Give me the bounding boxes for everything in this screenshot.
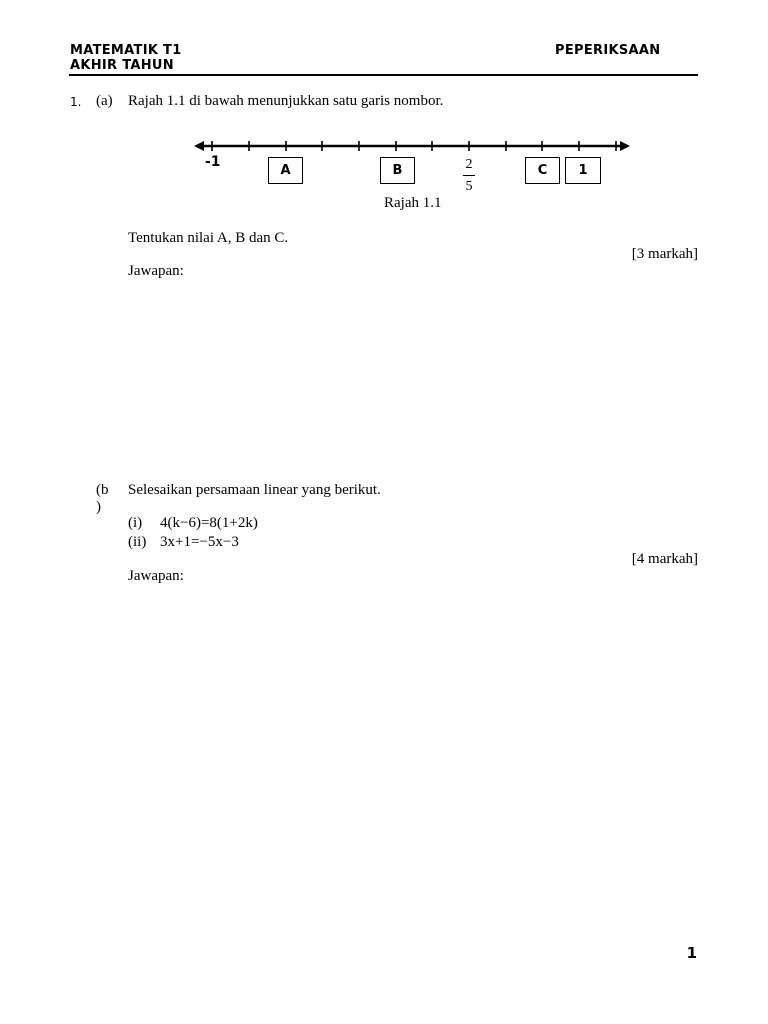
part-b-answer-label: Jawapan: xyxy=(128,568,184,584)
number-line-start-label: -1 xyxy=(205,154,221,170)
part-b-label-line1: (b xyxy=(96,482,109,498)
number-line-box-one: 1 xyxy=(565,157,601,184)
header-title-line2: AKHIR TAHUN xyxy=(70,58,174,73)
part-b-label-line2: ) xyxy=(96,499,101,515)
number-line-fraction xyxy=(462,156,476,195)
page-number: 1 xyxy=(686,944,697,962)
part-a-answer-label: Jawapan: xyxy=(128,263,184,279)
number-line-box-a: A xyxy=(268,157,303,184)
part-b-item-label: (i) xyxy=(128,515,143,531)
header-title-line1: MATEMATIK T1 xyxy=(70,43,182,58)
figure-caption: Rajah 1.1 xyxy=(384,195,442,211)
part-a-marks: [3 markah] xyxy=(631,246,698,262)
number-line-box-c: C xyxy=(525,157,560,184)
header-rule xyxy=(69,74,698,76)
fraction-denominator: 5 xyxy=(465,179,473,194)
part-b-item-label: (ii) xyxy=(128,534,147,550)
question-number: 1. xyxy=(70,95,82,109)
fraction-bar xyxy=(463,175,475,176)
part-a-label: (a) xyxy=(96,93,113,109)
fraction-numerator: 2 xyxy=(465,157,473,172)
number-line-box-b: B xyxy=(380,157,415,184)
header-right-label: PEPERIKSAAN xyxy=(555,43,661,58)
part-b-equation: 3x+1=−5x−3 xyxy=(160,534,239,550)
part-b-equation: 4(k−6)=8(1+2k) xyxy=(160,515,258,531)
part-b-intro: Selesaikan persamaan linear yang berikut. xyxy=(128,482,381,498)
part-b-marks: [4 markah] xyxy=(631,551,698,567)
part-a-intro: Rajah 1.1 di bawah menunjukkan satu garis nombor. xyxy=(128,93,444,109)
part-a-instruction: Tentukan nilai A, B dan C. xyxy=(128,230,289,246)
number-line xyxy=(190,136,636,156)
